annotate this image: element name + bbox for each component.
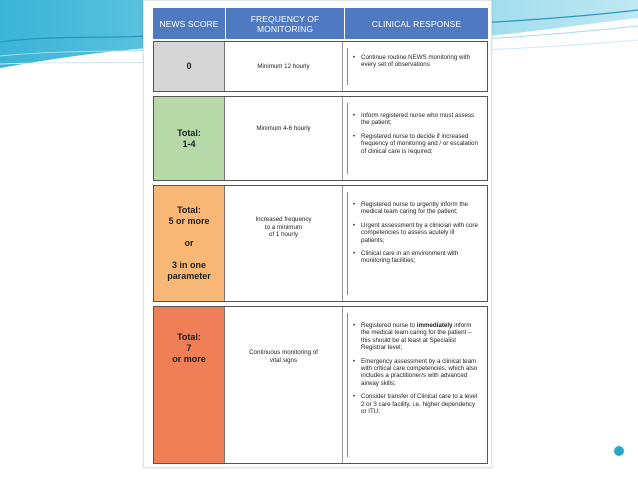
response-cell [343, 97, 487, 180]
news-score-table [143, 0, 492, 468]
response-item: • Inform registered nurse who must assess the patient; [361, 112, 479, 127]
header-clinical-response: CLINICAL RESPONSE [371, 18, 462, 29]
response-item: • Clinical care in an environment with monitoring facilities; [361, 250, 479, 265]
response-item: • Urgent assessment by a clinician with core competencies to assess acutely ill patients; [361, 222, 479, 244]
table-row [153, 96, 488, 181]
frequency-cell: Minimum 12 hourly [225, 42, 343, 91]
score-cell: 0 [154, 42, 225, 91]
table-row [153, 41, 488, 92]
frequency-cell: Increased frequency to a minimum of 1 hourly [225, 186, 343, 301]
slide-bullet-icon [614, 446, 624, 456]
response-item: • Continue routine NEWS monitoring with every set of observations [361, 54, 479, 69]
response-item: • Consider transfer of Clinical care to a level 2 or 3 care facility, i.e. higher dependency or ITU; [361, 393, 479, 415]
response-item: • Registered nurse to decide if increased frequency of monitoring and / or escalation of clinical care is required; [361, 133, 479, 155]
response-cell [343, 307, 487, 463]
header-news-score: NEWS SCORE [159, 18, 219, 29]
response-cell [343, 42, 487, 91]
header-frequency-line: FREQUENCY OF MONITORING [250, 13, 320, 34]
score-cell: Total: 1-4 [154, 97, 225, 180]
table-row [153, 185, 488, 302]
emphasis-immediately: immediately [416, 322, 453, 329]
response-item: • Emergency assessment by a clinical team with critical care competencies, which also includes a practitioner/s with advanced airway skills; [361, 358, 479, 388]
header-frequency [225, 8, 345, 39]
table-header [153, 8, 488, 39]
score-cell: Total: 7 or more [154, 307, 225, 463]
response-cell [343, 186, 487, 301]
response-item: • Registered nurse to urgently inform the medical team caring for the patient; [361, 201, 479, 216]
table-row [153, 306, 488, 464]
score-cell: Total: 5 or more or 3 in one parameter [154, 186, 225, 301]
frequency-cell: Continuous monitoring of vital signs [225, 307, 343, 463]
frequency-cell: Minimum 4-6 hourly [225, 97, 343, 180]
response-item: • Registered nurse to immediately inform the medical team caring for the patient – this should be at least at Specialist Registrar level; [361, 322, 479, 352]
